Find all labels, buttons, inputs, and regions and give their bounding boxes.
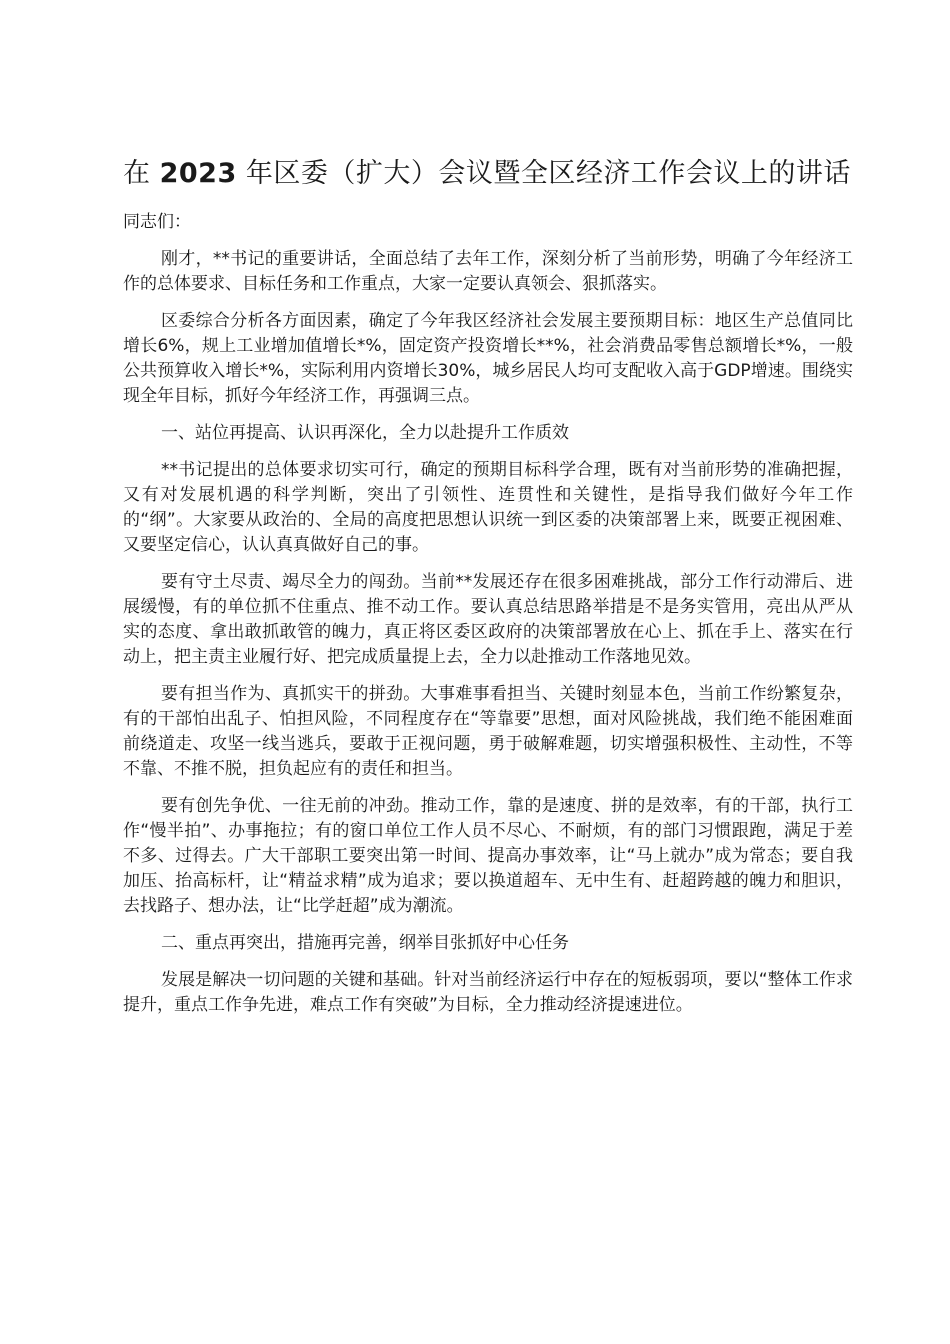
paragraph-responsibility: 要有担当作为、真抓实干的拼劲。大事难事看担当、关键时刻显本色，当前工作纷繁复杂，有的干部怕出乱子、怕担风险，不同程度存在“等靠要”思想，面对风险挑战，我们绝不能困难面前绕道走、攻坚一线当逃兵，要敢于正视问题，勇于破解难题，切实增强积极性、主动性，不等不靠、不推不脱，担负起应有的责任和担当。 (123, 684, 853, 779)
document-page (123, 150, 853, 1030)
paragraph-drive: 要有守土尽责、竭尽全力的闯劲。当前**发展还存在很多困难挑战，部分工作行动滞后、进展缓慢，有的单位抓不住重点、推不动工作。要认真总结思路举措是不是务实管用，亮出从严从实的态度、拿出敢抓敢管的魄力，真正将区委区政府的决策部署放在心上、抓在手上、落实在行动上，把主责主业履行好、把完成质量提上去，全力以赴推动工作落地见效。 (123, 572, 853, 667)
section-heading-one: 一、站位再提高、认识再深化，全力以赴提升工作质效 (161, 423, 569, 443)
paragraph-general-requirements: **书记提出的总体要求切实可行，确定的预期目标科学合理，既有对当前形势的准确把握，又有对发展机遇的科学判断，突出了引领性、连贯性和关键性，是指导我们做好今年工作的“纲”。大家要从政治的、全局的高度把思想认识统一到区委的决策部署上来，既要正视困难、又要坚定信心，认认真真做好自己的事。 (123, 460, 853, 555)
document-title (123, 150, 853, 198)
section-heading-two: 二、重点再突出，措施再完善，纲举目张抓好中心任务 (161, 933, 569, 953)
salutation: 同志们： (123, 212, 191, 232)
paragraph-opening: 刚才，**书记的重要讲话，全面总结了去年工作，深刻分析了当前形势，明确了今年经济工作的总体要求、目标任务和工作重点，大家一定要认真领会、狠抓落实。 (123, 249, 853, 294)
paragraph-targets: 区委综合分析各方面因素，确定了今年我区经济社会发展主要预期目标：地区生产总值同比增长6%，规上工业增加值增长*%，固定资产投资增长**%，社会消费品零售总额增长*%，一般公共预算收入增长*%，实际利用内资增长30%，城乡居民人均可支配收入高于GDP增速。围绕实现全年目标，抓好今年经济工作，再强调三点。 (123, 311, 853, 406)
title-prefix: 在 (123, 158, 151, 189)
paragraph-efficiency: 要有创先争优、一往无前的冲劲。推动工作，靠的是速度、拼的是效率，有的干部，执行工作“慢半拍”、办事拖拉；有的窗口单位工作人员不尽心、不耐烦，有的部门习惯跟跑，满足于差不多、过得去。广大干部职工要突出第一时间、提高办事效率，让“马上就办”成为常态；要自我加压、抬高标杆，让“精益求精”成为追求；要以换道超车、无中生有、赶超跨越的魄力和胆识，去找路子、想办法，让“比学赶超”成为潮流。 (123, 796, 853, 916)
title-suffix: 年区委（扩大）会议暨全区经济工作会议上的讲话 (245, 158, 851, 189)
paragraph-development: 发展是解决一切问题的关键和基础。针对当前经济运行中存在的短板弱项，要以“整体工作求提升，重点工作争先进，难点工作有突破”为目标，全力推动经济提速进位。 (123, 970, 853, 1015)
title-year: 2023 (159, 158, 237, 189)
